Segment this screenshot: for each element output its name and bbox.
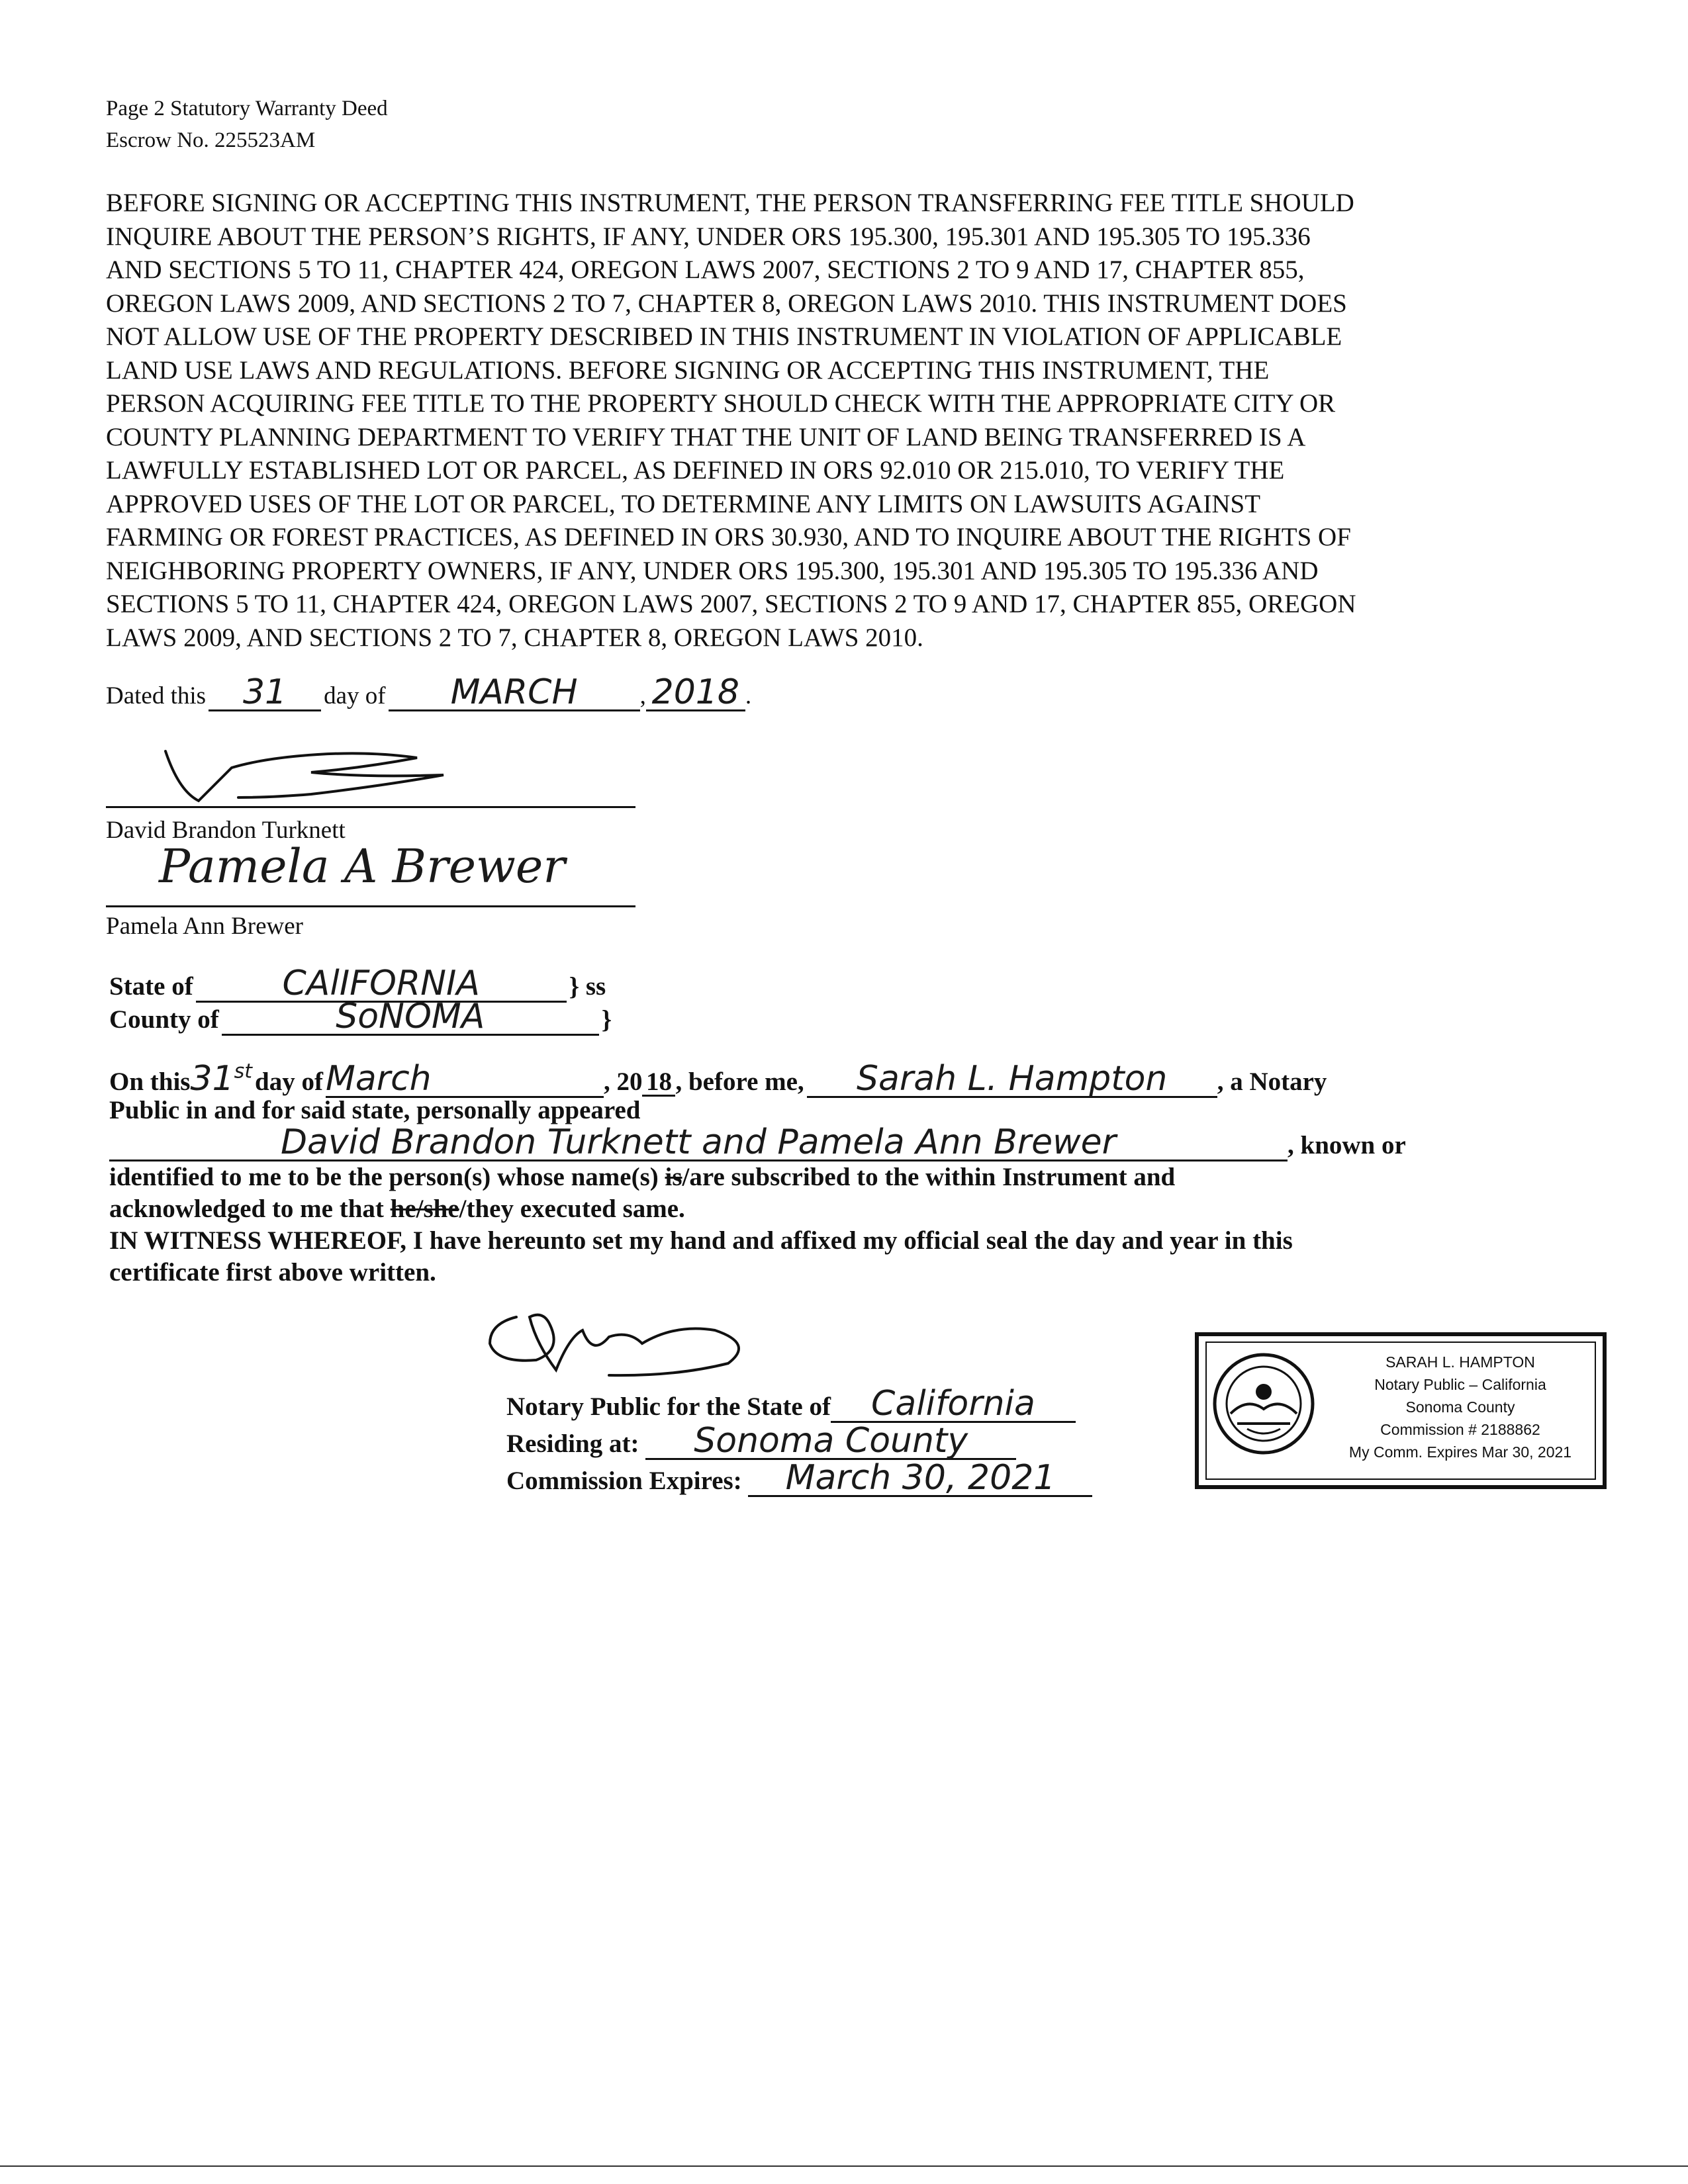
seal-expires: My Comm. Expires Mar 30, 2021 — [1348, 1443, 1572, 1461]
ack-line-1 — [109, 1059, 1327, 1099]
signer-1-name: David Brandon Turknett — [106, 817, 346, 844]
dated-end: . — [745, 682, 752, 709]
venue-county-value: SoNOMA — [222, 999, 599, 1036]
notary-residing-value: Sonoma County — [645, 1424, 1016, 1460]
ack-acknowledged-line — [109, 1193, 1532, 1225]
venue-county-row — [109, 999, 612, 1036]
notary-signature — [477, 1297, 768, 1396]
ack-day-of: day of — [255, 1068, 323, 1096]
notary-expires-value: March 30, 2021 — [748, 1461, 1092, 1497]
ack-day-value: 31 — [190, 1059, 234, 1099]
signer-2-name: Pamela Ann Brewer — [106, 913, 303, 940]
ack-witness-line-2: certificate first above written. — [109, 1258, 436, 1287]
dated-mid: day of — [324, 682, 386, 709]
dated-sep: , — [639, 682, 646, 709]
seal-text-block — [1331, 1351, 1589, 1463]
notary-state-row — [506, 1384, 1092, 1424]
page-header — [106, 93, 388, 156]
seal-commission: Commission # 2188862 — [1380, 1421, 1540, 1438]
seal-name: SARAH L. HAMPTON — [1385, 1353, 1535, 1371]
notary-state-label: Notary Public for the State of — [506, 1392, 831, 1421]
seal-county: Sonoma County — [1405, 1398, 1515, 1416]
seal-title: Notary Public – California — [1374, 1376, 1546, 1393]
ack-notary-name: Sarah L. Hampton — [807, 1062, 1217, 1098]
ack-identified-post: /are subscribed to the within Instrument and — [682, 1163, 1176, 1191]
notary-block — [506, 1384, 1092, 1498]
ack-pre: acknowledged to me that — [109, 1195, 384, 1223]
venue-brace: } — [601, 1005, 612, 1034]
notary-expires-row — [506, 1458, 1092, 1498]
statutory-disclaimer: BEFORE SIGNING OR ACCEPTING THIS INSTRUMENT, THE PERSON TRANSFERRING FEE TITLE SHOULD INQUIRE ABOUT THE PERSON’S RIGHTS, IF ANY, UNDER ORS 195.300, 195.301 AND 195.305 TO 195.336 AND SECTIONS 5 TO 11, CHAPTER 424, OREGON LAWS 2007, SECTIONS 2 TO 9 AND 17, CHAPTER 855, OREGON LAWS 2009, AND SECTIONS 2 TO 7, CHAPTER 8, OREGON LAWS 2010. THIS INSTRUMENT DOES NOT ALLOW USE OF THE PROPERTY DESCRIBED IN THIS INSTRUMENT IN VIOLATION OF APPLICABLE LAND USE LAWS AND REGULATIONS. BEFORE SIGNING OR ACCEPTING THIS INSTRUMENT, THE PERSON ACQUIRING FEE TITLE TO THE PROPERTY SHOULD CHECK WITH THE APPROPRIATE CITY OR COUNTY PLANNING DEPARTMENT TO VERIFY THAT THE UNIT OF LAND BEING TRANSFERRED IS A LAWFULLY ESTABLISHED LOT OR PARCEL, AS DEFINED IN ORS 92.010 OR 215.010, TO VERIFY THE APPROVED USES OF THE LOT OR PARCEL, TO DETERMINE ANY LIMITS ON LAWSUITS AGAINST FARMING OR FOREST PRACTICES, AS DEFINED IN ORS 30.930, AND TO INQUIRE ABOUT THE RIGHTS OF NEIGHBORING PROPERTY OWNERS, IF ANY, UNDER ORS 195.300, 195.301 AND 195.305 TO 195.336 AND SECTIONS 5 TO 11, CHAPTER 424, OREGON LAWS 2007, SECTIONS 2 TO 9 AND 17, CHAPTER 855, OREGON LAWS 2009, AND SECTIONS 2 TO 7, CHAPTER 8, OREGON LAWS 2010. — [106, 189, 1356, 652]
ack-known-or: , known or — [1288, 1131, 1406, 1160]
ack-day-suffix: st — [234, 1060, 253, 1083]
page-bottom-rule — [0, 2165, 1688, 2167]
ack-a-notary: , a Notary — [1217, 1068, 1327, 1096]
dated-year: 2018 — [646, 675, 745, 711]
dated-day: 31 — [209, 675, 321, 711]
venue-ss: } ss — [569, 972, 606, 1001]
notary-seal-stamp — [1195, 1332, 1607, 1489]
venue-state-value: CAlIFORNIA — [196, 966, 567, 1003]
venue-county-label: County of — [109, 1005, 219, 1034]
notary-expires-label: Commission Expires: — [506, 1467, 742, 1495]
signature-david-brandon-turknett — [152, 731, 496, 817]
dated-prefix: Dated this — [106, 682, 207, 709]
ack-year-suffix: 18 — [642, 1069, 675, 1097]
california-seal-icon — [1211, 1351, 1317, 1457]
ack-before-me: , before me, — [675, 1068, 804, 1096]
ack-on-this: On this — [109, 1068, 191, 1096]
ack-month: March — [326, 1062, 604, 1098]
header-title: Page 2 Statutory Warranty Deed — [106, 97, 388, 120]
ack-heshe-struck: he/she — [390, 1195, 459, 1223]
ack-year-prefix: , 20 — [603, 1068, 643, 1096]
escrow-number: Escrow No. 225523AM — [106, 128, 316, 152]
venue-state-label: State of — [109, 972, 193, 1001]
ack-witness-line-1: IN WITNESS WHEREOF, I have hereunto set my hand and affixed my official seal the day and year in this — [109, 1226, 1293, 1255]
signature-pamela-ann-brewer: Pamela A Brewer — [159, 839, 565, 893]
ack-public-line: Public in and for said state, personally appeared — [109, 1096, 641, 1124]
signature-line-2 — [106, 905, 635, 907]
ack-post: /they executed same. — [459, 1195, 685, 1223]
ack-day — [190, 1059, 252, 1099]
signature-line-1 — [106, 806, 635, 808]
ack-is-struck: is — [665, 1163, 682, 1191]
ack-appeared-line — [109, 1122, 1406, 1162]
dated-line — [106, 672, 752, 712]
ack-identified-line — [109, 1161, 1532, 1193]
notary-state-value: California — [831, 1387, 1076, 1423]
notary-residing-label: Residing at: — [506, 1430, 639, 1458]
dated-month: MARCH — [389, 675, 640, 711]
ack-appeared-names: David Brandon Turknett and Pamela Ann Brewer — [109, 1125, 1288, 1161]
notary-residing-row — [506, 1421, 1092, 1461]
ack-identified-pre: identified to me to be the person(s) whose name(s) — [109, 1163, 659, 1191]
